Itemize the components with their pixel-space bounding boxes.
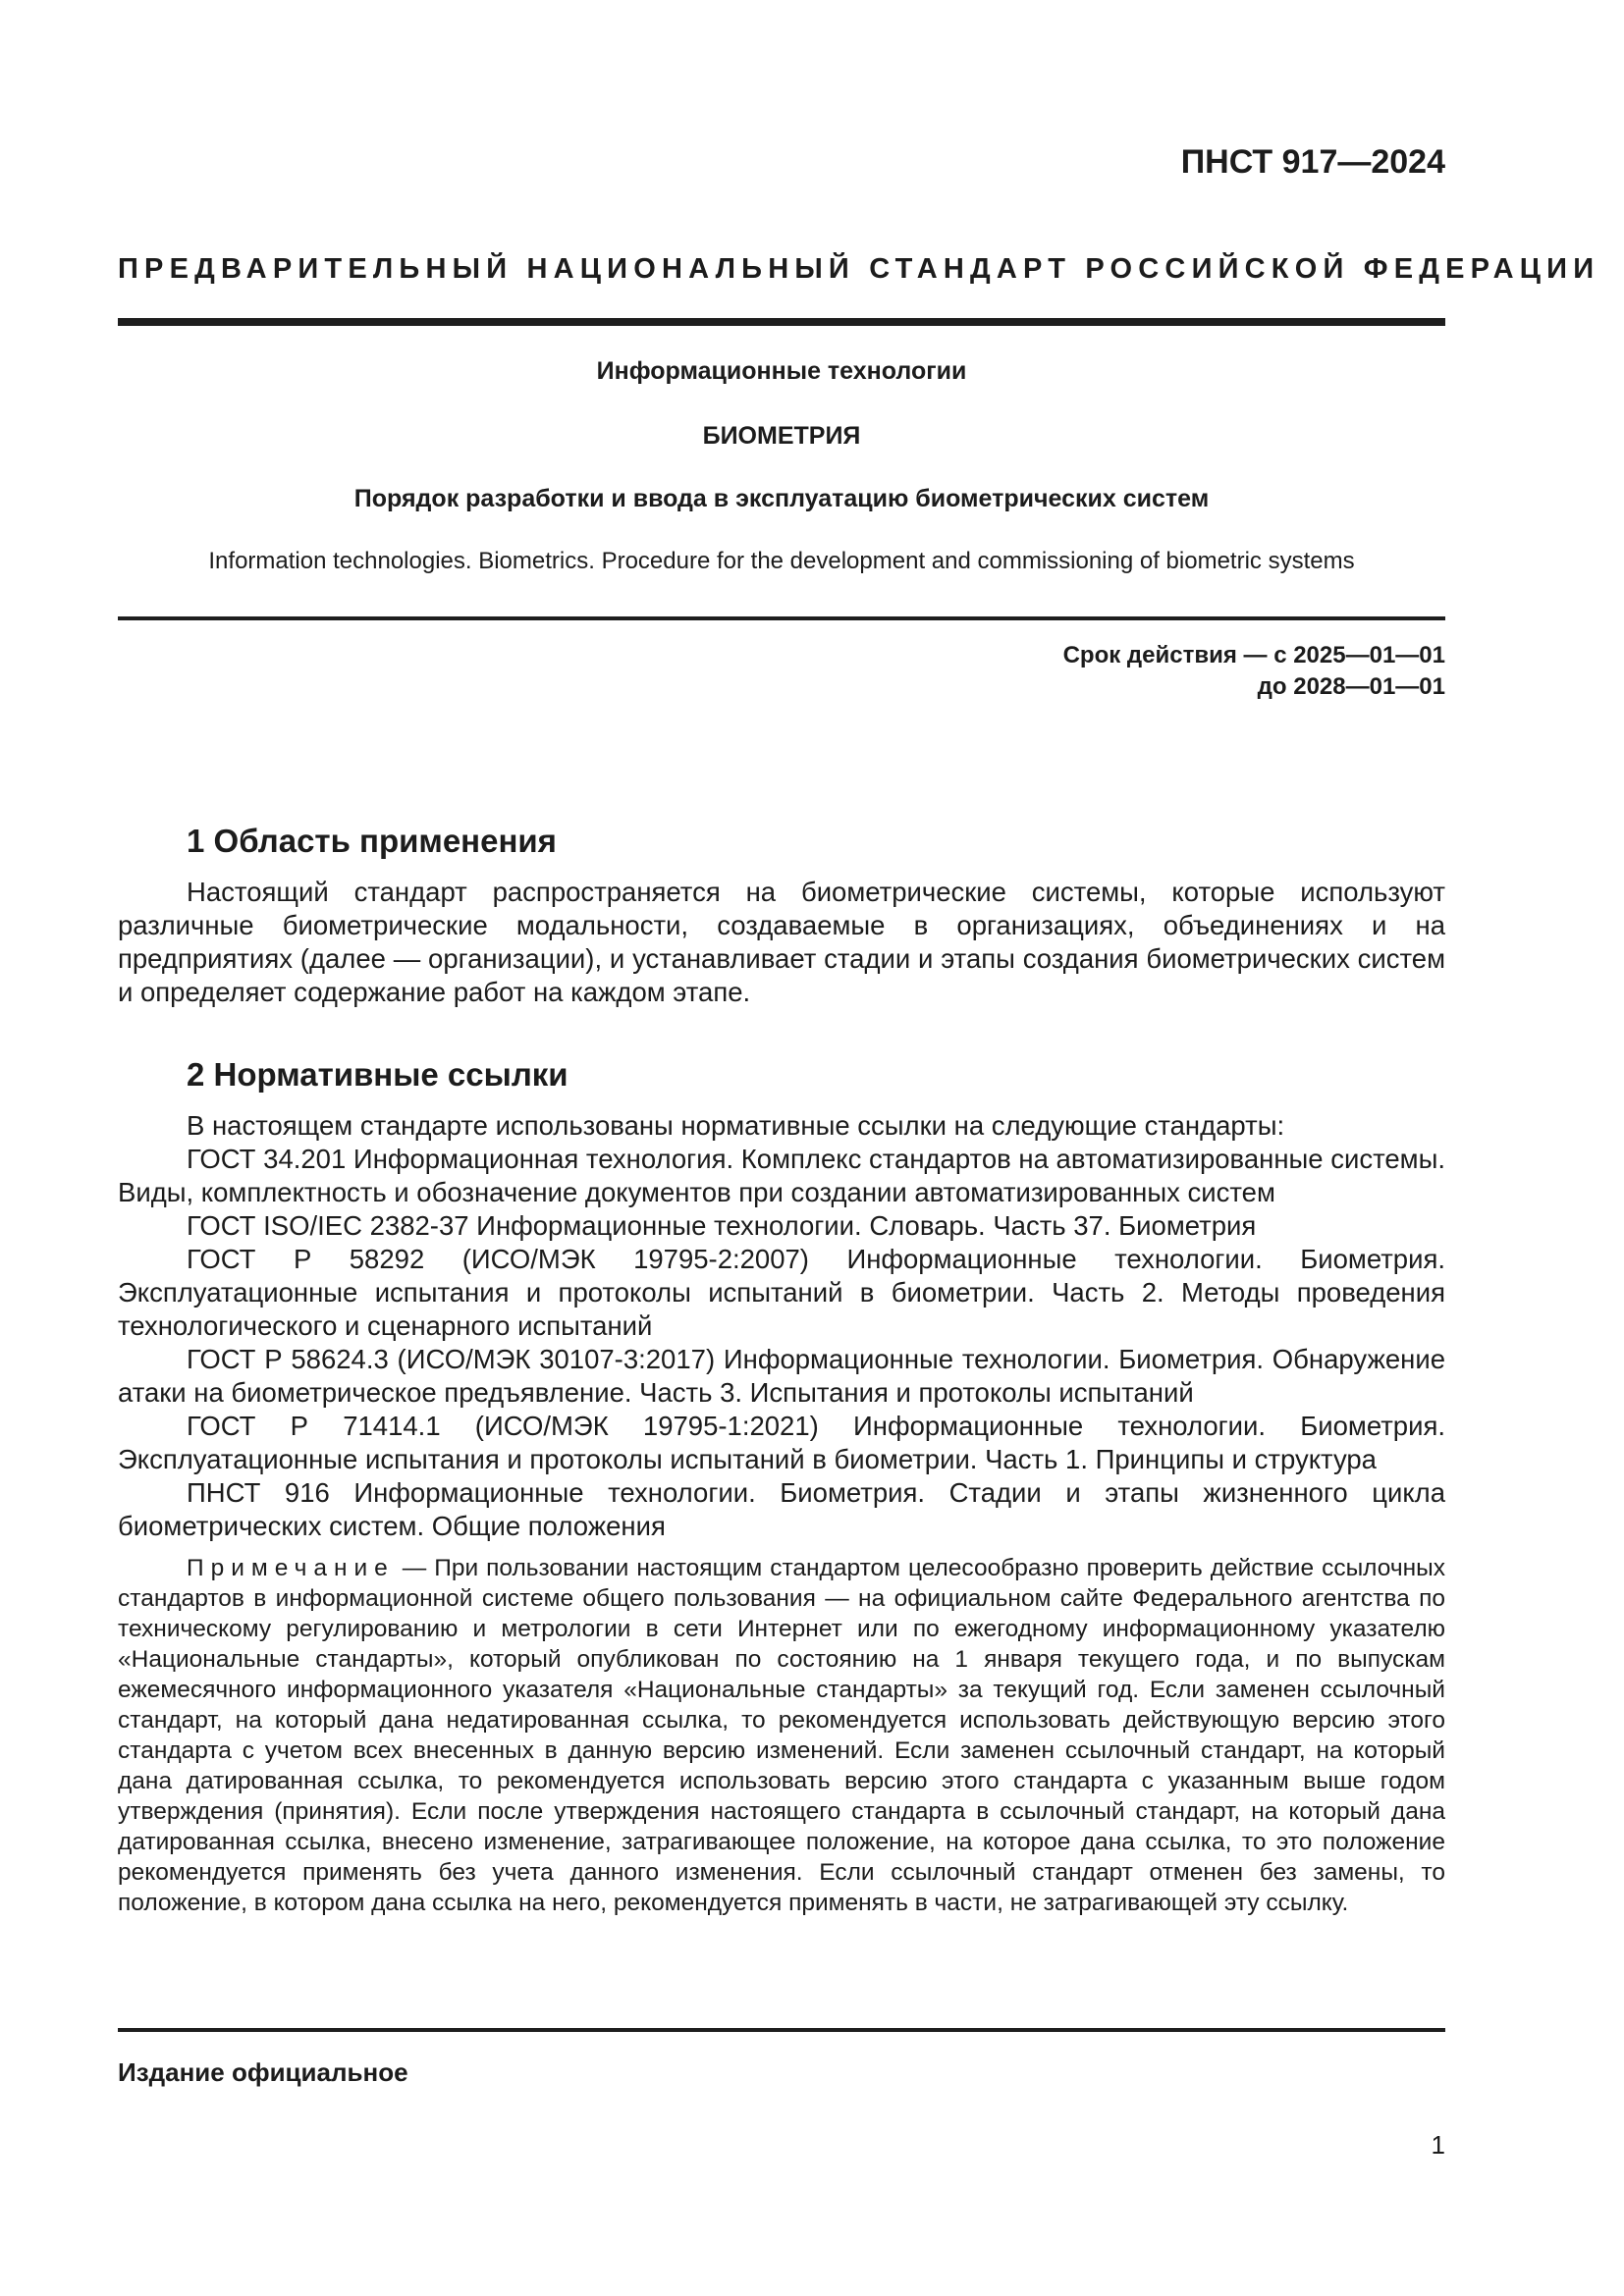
reference-item: ПНСТ 916 Информационные технологии. Биометрия. Стадии и этапы жизненного цикла биометрических систем. Общие положения bbox=[118, 1477, 1445, 1541]
reference-item: ГОСТ Р 71414.1 (ИСО/МЭК 19795-1:2021) Информационные технологии. Биометрия. Эксплуатационные испытания и протоколы испытаний в биометрии. Часть 1. Принципы и структура bbox=[118, 1411, 1445, 1474]
validity-period bbox=[1063, 640, 1445, 703]
reference-item: ГОСТ Р 58292 (ИСО/МЭК 19795-2:2007) Информационные технологии. Биометрия. Эксплуатационные испытания и протоколы испытаний в биометрии. Часть 2. Методы проведения технологического и сценарного испытаний bbox=[118, 1244, 1445, 1341]
header-divider bbox=[118, 318, 1445, 326]
edition-label: Издание официальное bbox=[118, 2057, 408, 2087]
subject-heading: Информационные технологии bbox=[596, 357, 967, 385]
reference-item: ГОСТ Р 58624.3 (ИСО/МЭК 30107-3:2017) Информационные технологии. Биометрия. Обнаружение атаки на биометрическое предъявление. Часть 3. Испытания и протоколы испытаний bbox=[118, 1344, 1445, 1408]
page-number: 1 bbox=[1431, 2130, 1445, 2160]
note-label: Примечание bbox=[187, 1555, 395, 1581]
footer-divider bbox=[118, 2028, 1445, 2032]
note-paragraph bbox=[118, 1553, 1445, 1918]
references-note bbox=[118, 1553, 1445, 1918]
standard-title: ПРЕДВАРИТЕЛЬНЫЙ НАЦИОНАЛЬНЫЙ СТАНДАРТ РОССИЙСКОЙ ФЕДЕРАЦИИ bbox=[118, 253, 1600, 285]
section-1-heading: 1 Область применения bbox=[187, 823, 557, 859]
document-title-ru: Порядок разработки и ввода в эксплуатацию биометрических систем bbox=[353, 485, 1210, 512]
validity-end: до 2028—01—01 bbox=[1257, 673, 1445, 700]
references-intro: В настоящем стандарте использованы нормативные ссылки на следующие стандарты: bbox=[187, 1110, 1285, 1141]
note-text: — При пользовании настоящим стандартом целесообразно проверить действие ссылочных стандартов в информационной системе общего пользования — на официальном сайте Федерального агентства по техническому регулированию и метрологии в сети Интернет или по ежегодному информационному указателю «Национальные стандарты», который опубликован по состоянию на 1 января текущего года, и по выпускам ежемесячного информационного указателя «Национальные стандарты» за текущий год. Если заменен ссылочный стандарт, на который дана недатированная ссылка, то рекомендуется использовать действующую версию этого стандарта с учетом всех внесенных в данную версию изменений. Если заменен ссылочный стандарт, на который дана датированная ссылка, то рекомендуется использовать версию этого стандарта с указанным выше годом утверждения (принятия). Если после утверждения настоящего стандарта в ссылочный стандарт, на который дана датированная ссылка, внесено изменение, затрагивающее положение, на которое дана ссылка, то это положение рекомендуется применять без учета данного изменения. Если ссылочный стандарт отменен без замены, то положение, в котором дана ссылка на него, рекомендуется применять в части, не затрагивающей эту ссылку. bbox=[118, 1555, 1445, 1916]
section-2-body bbox=[118, 1109, 1445, 1543]
document-title-en: Information technologies. Biometrics. Procedure for the development and commissioning of biometric systems bbox=[208, 548, 1355, 574]
section-1-body bbox=[118, 876, 1445, 1009]
validity-start: Срок действия — с 2025—01—01 bbox=[1062, 642, 1445, 668]
section-1-paragraph: Настоящий стандарт распространяется на биометрические системы, которые используют различные биометрические модальности, создаваемые в организациях, объединениях и на предприятиях (далее — организации), и устанавливает стадии и этапы создания биометрических систем и определяет содержание работ на каждом этапе. bbox=[118, 877, 1445, 1007]
document-number: ПНСТ 917—2024 bbox=[1180, 143, 1445, 181]
title-divider bbox=[118, 616, 1445, 620]
section-2-heading: 2 Нормативные ссылки bbox=[187, 1056, 568, 1093]
topic-heading: БИОМЕТРИЯ bbox=[702, 422, 861, 450]
reference-item: ГОСТ 34.201 Информационная технология. Комплекс стандартов на автоматизированные системы. Виды, комплектность и обозначение документов при создании автоматизированных систем bbox=[118, 1144, 1445, 1207]
reference-item: ГОСТ ISO/IEC 2382-37 Информационные технологии. Словарь. Часть 37. Биометрия bbox=[187, 1210, 1257, 1241]
